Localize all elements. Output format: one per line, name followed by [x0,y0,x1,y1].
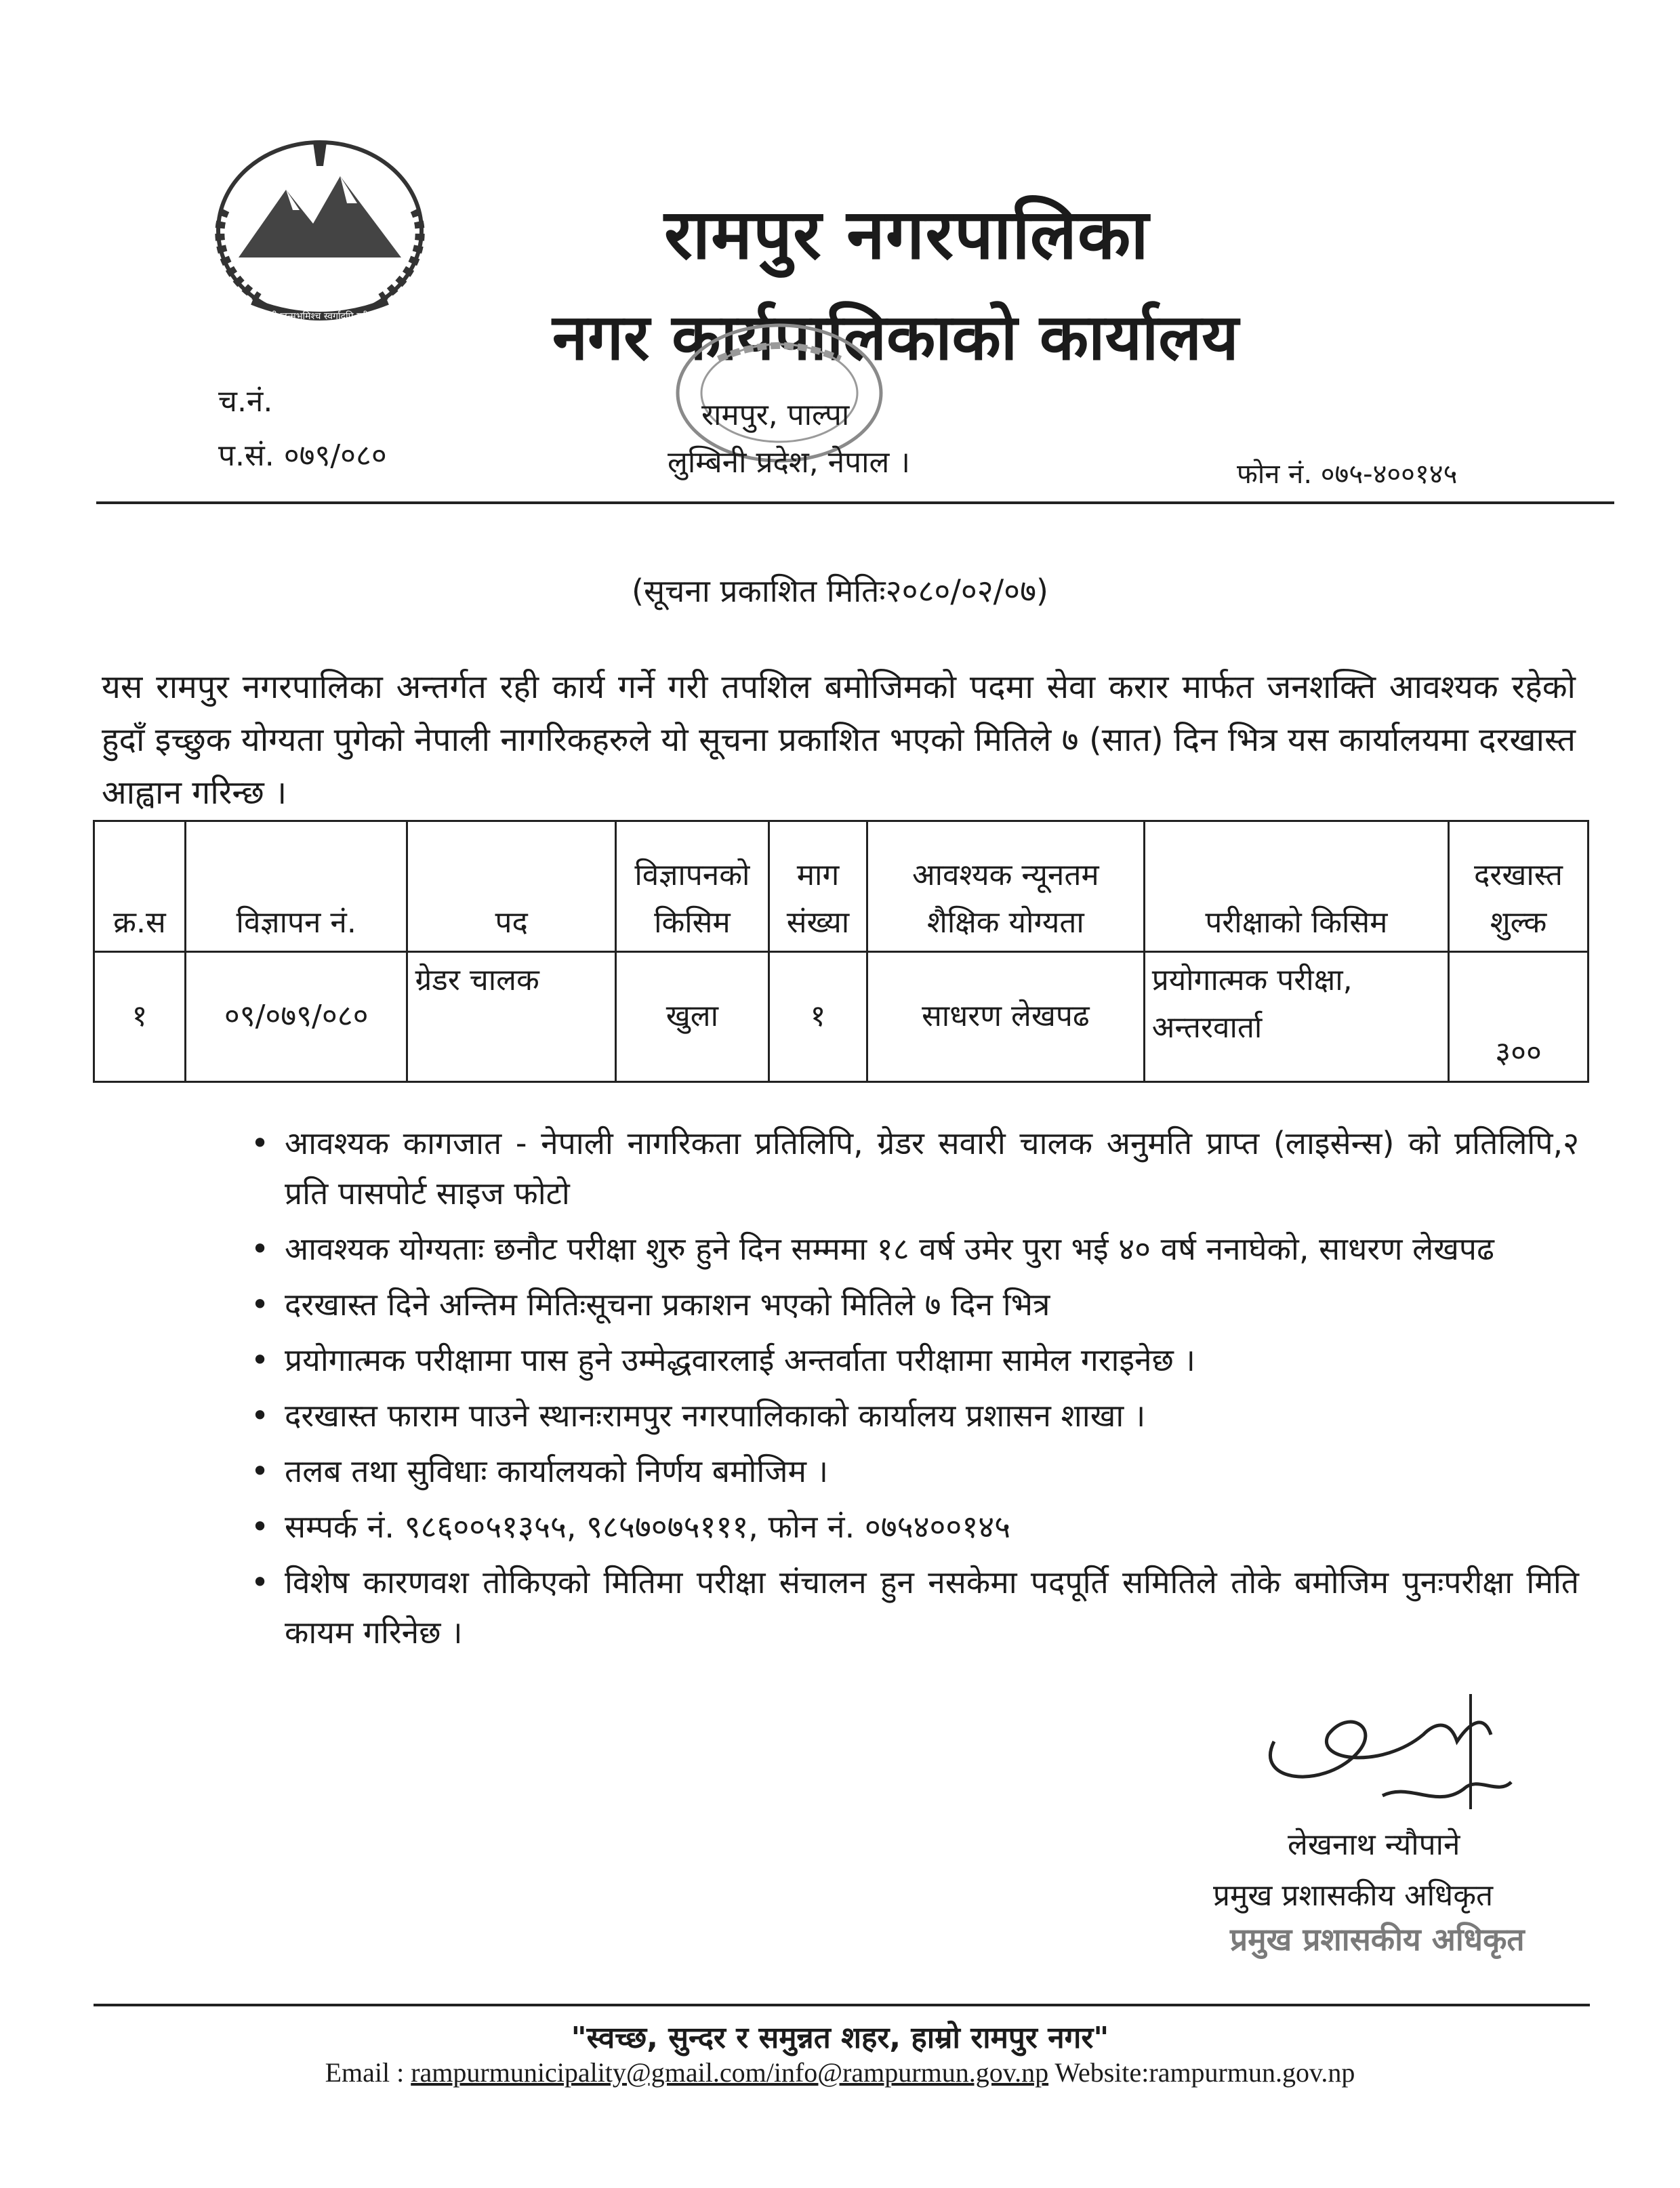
bullet-icon: • [251,1564,270,1601]
vacancy-table [93,820,1589,1083]
list-item [251,1502,1579,1552]
cell-ad-type: खुला [615,951,769,1082]
nepal-emblem [184,129,455,332]
bullet-icon: • [251,1453,270,1489]
bullet-icon: • [251,1231,270,1267]
municipality-name: रामपुर नगरपालिका [664,194,1149,275]
bullet-icon: • [251,1286,270,1323]
list-item [251,1224,1579,1274]
col-header-ad-number: विज्ञापन नं. [185,821,407,952]
office-name: नगर कार्यपालिकाको कार्यालय [552,301,1239,375]
municipality-motto: "स्वच्छ, सुन्दर र समुन्नत शहर, हाम्रो रामपुर नगर" [571,2021,1109,2055]
signatory-designation: प्रमुख प्रशासकीय अधिकृत [1213,1878,1494,1913]
email-label: Email : [325,2057,405,2088]
handwritten-signature [1247,1680,1532,1816]
address-line-1: रामपुर, पाल्पा [701,398,850,432]
list-item-text: तलब तथा सुविधाः कार्यालयको निर्णय बमोजिम । [285,1453,829,1489]
address-line-2: लुम्बिनी प्रदेश, नेपाल । [668,445,911,480]
cell-serial: १ [94,951,186,1082]
col-header-fee: दरखास्त शुल्क [1449,821,1589,952]
cell-ad-number: ०९/०७९/०८० [185,951,407,1082]
bullet-icon: • [251,1342,270,1378]
col-header-exam-type: परीक्षाको किसिम [1144,821,1448,952]
list-item-text: प्रयोगात्मक परीक्षामा पास हुने उम्मेद्धवारलाई अन्तर्वाता परीक्षामा सामेल गराइनेछ । [285,1342,1195,1378]
list-item-text: आवश्यक योग्यताः छनौट परीक्षा शुरु हुने दिन सम्ममा १८ वर्ष उमेर पुरा भई ४० वर्ष ननाघेको, साधरण लेखपढ [285,1231,1494,1267]
chalani-number-label: च.नं. [218,384,273,419]
designation-stamp-text: प्रमुख प्रशासकीय अधिकृत [1230,1921,1525,1958]
bullet-icon: • [251,1397,270,1434]
signatory-name: लेखनाथ न्यौपाने [1288,1828,1460,1862]
notice-published-date: (सूचना प्रकाशित मितिः२०८०/०२/०७) [632,573,1048,609]
cell-demand-count: १ [769,951,867,1082]
footer-divider [94,2004,1590,2006]
designation-stamp [1230,1918,1562,1972]
office-phone: फोन नं. ०७५-४००१४५ [1237,459,1458,490]
list-item [251,1335,1579,1385]
email-link[interactable]: rampurmunicipality@gmail.com/info@rampurmun.gov.np [411,2057,1049,2088]
list-item-text: सम्पर्क नं. ९८६००५१३५५, ९८५७०७५१११, फोन नं. ०७५४००१४५ [285,1508,1011,1545]
list-item [251,1390,1579,1441]
emblem-caption: जननी जन्मभूमिश्च स्वर्गादपि गरीयसी [257,311,383,322]
list-item-text: दरखास्त दिने अन्तिम मितिःसूचना प्रकाशन भएको मितिले ७ दिन भित्र [285,1286,1050,1323]
contact-footer [0,2057,1680,2088]
col-header-demand-count: माग संख्या [769,821,867,952]
website-text[interactable]: Website:rampurmun.gov.np [1054,2057,1355,2088]
list-item [251,1118,1579,1218]
list-item-text: विशेष कारणवश तोकिएको मितिमा परीक्षा संचालन हुन नसकेमा पदपूर्ति समितिले तोके बमोजिम पुनःपरीक्षा मिति कायम गरिनेछ । [285,1564,1579,1651]
cell-fee: ३०० [1449,951,1589,1082]
col-header-serial: क्र.स [94,821,186,952]
col-header-ad-type: विज्ञापनको किसिम [615,821,769,952]
table-header-row [94,821,1589,952]
cell-post: ग्रेडर चालक [407,951,615,1082]
cell-qualification: साधरण लेखपढ [867,951,1145,1082]
list-item [251,1557,1579,1657]
notice-intro-paragraph: यस रामपुर नगरपालिका अन्तर्गत रही कार्य गर्ने गरी तपशिल बमोजिमको पदमा सेवा करार मार्फत जनशक्ति आवश्यक रहेको हुदाँ इच्छुक योग्यता पुगेको नेपाली नागरिकहरुले यो सूचना प्रकाशित भएको मितिले ७ (सात) दिन भित्र यस कार्यालयमा दरखास्त आह्वान गरिन्छ । [102,668,1576,812]
col-header-qualification: आवश्यक न्यूनतम शैक्षिक योग्यता [867,821,1145,952]
list-item [251,1279,1579,1329]
list-item-text: दरखास्त फाराम पाउने स्थानःरामपुर नगरपालिकाको कार्यालय प्रशासन शाखा । [285,1397,1146,1434]
col-header-post: पद [407,821,615,952]
bullet-icon: • [251,1125,270,1161]
bullet-icon: • [251,1508,270,1545]
table-row [94,951,1589,1082]
list-item [251,1446,1579,1496]
patra-sankhya: प.सं. ०७९/०८० [218,438,387,473]
conditions-list [251,1118,1579,1663]
list-item-text: आवश्यक कागजात - नेपाली नागरिकता प्रतिलिपि, ग्रेडर सवारी चालक अनुमति प्राप्त (लाइसेन्स) को प्रतिलिपि,२ प्रति पासपोर्ट साइज फोटो [285,1125,1579,1212]
header-divider [96,501,1614,504]
cell-exam-type: प्रयोगात्मक परीक्षा, अन्तरवार्ता [1144,951,1448,1082]
